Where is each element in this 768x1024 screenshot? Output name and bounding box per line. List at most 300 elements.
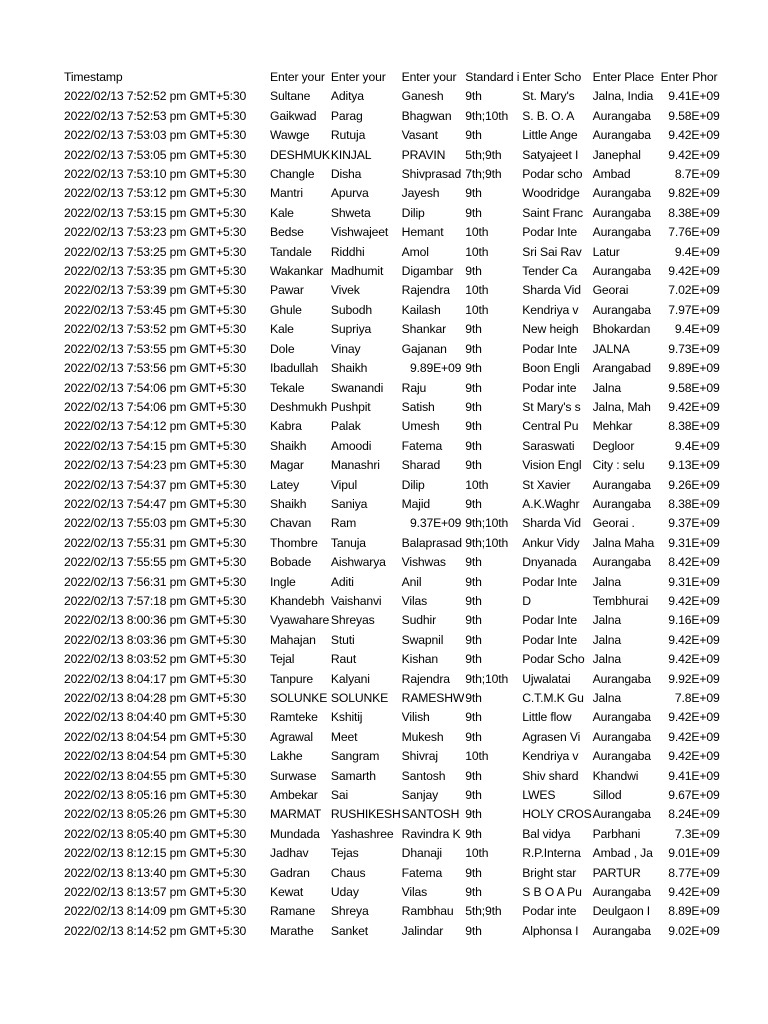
standard-cell[interactable]: 10th — [465, 283, 489, 298]
place-cell[interactable]: Parbhani — [592, 826, 641, 841]
father-name-cell[interactable]: Amol — [401, 244, 429, 259]
first-name-cell[interactable]: Parag — [330, 108, 363, 123]
standard-cell[interactable]: 9th — [465, 264, 482, 279]
place-cell[interactable]: Jalna — [592, 574, 621, 589]
phone-cell[interactable]: 7.97E+09 — [668, 302, 720, 317]
phone-cell[interactable]: 9.31E+09 — [668, 574, 720, 589]
phone-cell[interactable]: 9.42E+09 — [668, 885, 720, 900]
father-name-cell[interactable]: Dilip — [401, 477, 425, 492]
surname-cell[interactable]: Wawge — [270, 128, 310, 143]
standard-cell[interactable]: 9th — [465, 788, 482, 803]
father-name-cell[interactable]: Sanjay — [401, 788, 439, 803]
school-cell[interactable]: Ankur Vidy — [522, 535, 580, 550]
school-cell[interactable]: Saraswati — [522, 438, 575, 453]
timestamp-cell[interactable]: 2022/02/13 7:54:12 pm GMT+5:30 — [64, 419, 247, 434]
standard-cell[interactable]: 10th — [465, 244, 489, 259]
phone-cell[interactable]: 7.3E+09 — [674, 826, 720, 841]
timestamp-cell[interactable]: 2022/02/13 7:52:53 pm GMT+5:30 — [64, 108, 247, 123]
school-cell[interactable]: Kendriya v — [522, 302, 579, 317]
father-name-cell[interactable]: Swapnil — [401, 632, 444, 647]
place-cell[interactable]: Deulgaon I — [592, 904, 651, 919]
school-cell[interactable]: Ujwalatai — [522, 671, 571, 686]
place-cell[interactable]: Aurangaba — [592, 749, 651, 764]
surname-cell[interactable]: Pawar — [270, 283, 304, 298]
school-cell[interactable]: Satyajeet I — [522, 147, 579, 162]
standard-cell[interactable]: 9th — [465, 710, 482, 725]
place-cell[interactable]: Jalna, India — [592, 89, 654, 104]
father-name-cell[interactable]: Dilip — [401, 205, 425, 220]
father-name-cell[interactable]: Rajendra — [401, 283, 450, 298]
standard-cell[interactable]: 9th — [465, 807, 482, 822]
school-cell[interactable]: S. B. O. A — [522, 108, 575, 123]
surname-cell[interactable]: Shaikh — [270, 496, 307, 511]
timestamp-cell[interactable]: 2022/02/13 7:54:06 pm GMT+5:30 — [64, 380, 247, 395]
surname-cell[interactable]: Bobade — [270, 555, 312, 570]
standard-cell[interactable]: 9th — [465, 419, 482, 434]
place-cell[interactable]: City : selu — [592, 458, 645, 473]
standard-cell[interactable]: 9th — [465, 593, 482, 608]
place-cell[interactable]: Arangabad — [592, 361, 651, 376]
header-cell-timestamp[interactable]: Timestamp — [64, 70, 123, 84]
father-name-cell[interactable]: Vasant — [401, 128, 438, 143]
phone-cell[interactable]: 9.26E+09 — [668, 477, 720, 492]
timestamp-cell[interactable]: 2022/02/13 8:12:15 pm GMT+5:30 — [64, 846, 247, 861]
father-name-cell[interactable]: SANTOSH — [401, 807, 460, 822]
place-cell[interactable]: Degloor — [592, 438, 635, 453]
first-name-cell[interactable]: Riddhi — [330, 244, 365, 259]
surname-cell[interactable]: Wakankar — [270, 264, 324, 279]
timestamp-cell[interactable]: 2022/02/13 7:53:25 pm GMT+5:30 — [64, 244, 247, 259]
standard-cell[interactable]: 9th — [465, 205, 482, 220]
phone-cell[interactable]: 9.67E+09 — [668, 788, 720, 803]
standard-cell[interactable]: 9th — [465, 128, 482, 143]
first-name-cell[interactable]: Aditi — [330, 574, 354, 589]
standard-cell[interactable]: 5th;9th — [465, 147, 502, 162]
phone-cell[interactable]: 9.16E+09 — [668, 613, 720, 628]
father-name-cell[interactable]: Santosh — [401, 768, 446, 783]
place-cell[interactable]: Aurangaba — [592, 264, 651, 279]
father-name-cell[interactable]: Majid — [401, 496, 431, 511]
father-name-cell[interactable]: Kishan — [401, 652, 439, 667]
place-cell[interactable]: Aurangaba — [592, 225, 651, 240]
father-name-cell[interactable]: 9.89E+09 — [409, 361, 462, 376]
timestamp-cell[interactable]: 2022/02/13 8:03:52 pm GMT+5:30 — [64, 652, 247, 667]
place-cell[interactable]: Georai . — [592, 516, 635, 531]
school-cell[interactable]: Little flow — [522, 710, 572, 725]
school-cell[interactable]: Podar Inte — [522, 574, 578, 589]
school-cell[interactable]: Bright star — [522, 865, 577, 880]
school-cell[interactable]: Podar Inte — [522, 613, 578, 628]
father-name-cell[interactable]: Ravindra K — [401, 826, 461, 841]
first-name-cell[interactable]: Aishwarya — [330, 555, 386, 570]
place-cell[interactable]: Jalna, Mah — [592, 399, 651, 414]
header-cell-father-name[interactable]: Enter your — [401, 70, 457, 84]
phone-cell[interactable]: 7.76E+09 — [668, 225, 720, 240]
phone-cell[interactable]: 8.77E+09 — [668, 865, 720, 880]
timestamp-cell[interactable]: 2022/02/13 7:53:56 pm GMT+5:30 — [64, 361, 247, 376]
standard-cell[interactable]: 9th — [465, 186, 482, 201]
place-cell[interactable]: Ambad — [592, 167, 631, 182]
place-cell[interactable]: Aurangaba — [592, 807, 651, 822]
standard-cell[interactable]: 9th — [465, 496, 482, 511]
surname-cell[interactable]: Khandebh — [270, 593, 325, 608]
timestamp-cell[interactable]: 2022/02/13 8:04:55 pm GMT+5:30 — [64, 768, 247, 783]
place-cell[interactable]: Aurangaba — [592, 205, 651, 220]
first-name-cell[interactable]: KINJAL — [330, 147, 372, 162]
standard-cell[interactable]: 10th — [465, 749, 489, 764]
father-name-cell[interactable]: Rambhau — [401, 904, 454, 919]
school-cell[interactable]: New heigh — [522, 322, 579, 337]
place-cell[interactable]: Aurangaba — [592, 885, 651, 900]
school-cell[interactable]: Alphonsa I — [522, 923, 579, 938]
father-name-cell[interactable]: Vilas — [401, 885, 428, 900]
standard-cell[interactable]: 9th — [465, 632, 482, 647]
school-cell[interactable]: Central Pu — [522, 419, 579, 434]
timestamp-cell[interactable]: 2022/02/13 7:53:10 pm GMT+5:30 — [64, 167, 247, 182]
phone-cell[interactable]: 9.42E+09 — [668, 399, 720, 414]
first-name-cell[interactable]: Vinay — [330, 341, 361, 356]
phone-cell[interactable]: 8.42E+09 — [668, 555, 720, 570]
standard-cell[interactable]: 10th — [465, 225, 489, 240]
first-name-cell[interactable]: Apurva — [330, 186, 369, 201]
school-cell[interactable]: Podar Inte — [522, 632, 578, 647]
first-name-cell[interactable]: Shreyas — [330, 613, 375, 628]
first-name-cell[interactable]: Amoodi — [330, 438, 372, 453]
standard-cell[interactable]: 9th — [465, 865, 482, 880]
father-name-cell[interactable]: Anil — [401, 574, 422, 589]
standard-cell[interactable]: 10th — [465, 477, 489, 492]
header-cell-surname[interactable]: Enter your — [270, 70, 325, 84]
standard-cell[interactable]: 9th — [465, 826, 482, 841]
phone-cell[interactable]: 7.02E+09 — [668, 283, 720, 298]
surname-cell[interactable]: Gadran — [270, 865, 310, 880]
timestamp-cell[interactable]: 2022/02/13 7:52:52 pm GMT+5:30 — [64, 89, 247, 104]
first-name-cell[interactable]: Disha — [330, 167, 362, 182]
timestamp-cell[interactable]: 2022/02/13 7:55:55 pm GMT+5:30 — [64, 555, 247, 570]
father-name-cell[interactable]: Fatema — [401, 438, 443, 453]
timestamp-cell[interactable]: 2022/02/13 8:04:40 pm GMT+5:30 — [64, 710, 247, 725]
surname-cell[interactable]: Ramane — [270, 904, 316, 919]
timestamp-cell[interactable]: 2022/02/13 7:55:31 pm GMT+5:30 — [64, 535, 247, 550]
header-cell-phone[interactable]: Enter Phor — [660, 70, 718, 84]
father-name-cell[interactable]: Fatema — [401, 865, 443, 880]
standard-cell[interactable]: 9th;10th — [465, 516, 509, 531]
place-cell[interactable]: Jalna Maha — [592, 535, 655, 550]
place-cell[interactable]: Bhokardan — [592, 322, 651, 337]
school-cell[interactable]: Tender Ca — [522, 264, 578, 279]
phone-cell[interactable]: 9.42E+09 — [668, 652, 720, 667]
phone-cell[interactable]: 9.89E+09 — [668, 361, 720, 376]
timestamp-cell[interactable]: 2022/02/13 7:53:15 pm GMT+5:30 — [64, 205, 247, 220]
first-name-cell[interactable]: Madhumit — [330, 264, 384, 279]
timestamp-cell[interactable]: 2022/02/13 8:03:36 pm GMT+5:30 — [64, 632, 247, 647]
first-name-cell[interactable]: Ram — [330, 516, 357, 531]
surname-cell[interactable]: DESHMUK — [270, 147, 330, 162]
father-name-cell[interactable]: Ganesh — [401, 89, 444, 104]
school-cell[interactable]: Podar scho — [522, 167, 583, 182]
standard-cell[interactable]: 9th — [465, 923, 482, 938]
first-name-cell[interactable]: RUSHIKESH — [330, 807, 401, 822]
surname-cell[interactable]: Jadhav — [270, 846, 309, 861]
place-cell[interactable]: Janephal — [592, 147, 641, 162]
standard-cell[interactable]: 9th — [465, 729, 482, 744]
place-cell[interactable]: Sillod — [592, 788, 622, 803]
first-name-cell[interactable]: Swanandi — [330, 380, 384, 395]
school-cell[interactable]: Boon Engli — [522, 361, 580, 376]
timestamp-cell[interactable]: 2022/02/13 8:00:36 pm GMT+5:30 — [64, 613, 247, 628]
place-cell[interactable]: Ambad , Ja — [592, 846, 653, 861]
standard-cell[interactable]: 9th — [465, 574, 482, 589]
surname-cell[interactable]: Chavan — [270, 516, 312, 531]
phone-cell[interactable]: 9.42E+09 — [668, 147, 720, 162]
standard-cell[interactable]: 9th — [465, 341, 482, 356]
standard-cell[interactable]: 9th — [465, 691, 482, 705]
first-name-cell[interactable]: Stuti — [330, 632, 355, 647]
place-cell[interactable]: Latur — [592, 244, 620, 259]
standard-cell[interactable]: 9th — [465, 361, 482, 376]
phone-cell[interactable]: 9.13E+09 — [668, 458, 720, 473]
header-cell-place[interactable]: Enter Place — [592, 70, 654, 84]
surname-cell[interactable]: Ibadullah — [270, 361, 319, 376]
first-name-cell[interactable]: SOLUNKE — [330, 691, 389, 705]
phone-cell[interactable]: 9.42E+09 — [668, 710, 720, 725]
school-cell[interactable]: LWES — [522, 788, 556, 803]
father-name-cell[interactable]: Vilas — [401, 593, 428, 608]
phone-cell[interactable]: 9.41E+09 — [668, 768, 720, 783]
father-name-cell[interactable]: 9.37E+09 — [409, 516, 462, 531]
phone-cell[interactable]: 9.42E+09 — [668, 632, 720, 647]
first-name-cell[interactable]: Rutuja — [330, 128, 366, 143]
standard-cell[interactable]: 9th — [465, 399, 482, 414]
place-cell[interactable]: Mehkar — [592, 419, 633, 434]
standard-cell[interactable]: 9th;10th — [465, 535, 509, 550]
surname-cell[interactable]: Kewat — [270, 885, 304, 900]
timestamp-cell[interactable]: 2022/02/13 8:04:28 pm GMT+5:30 — [64, 691, 247, 705]
place-cell[interactable]: Aurangaba — [592, 302, 651, 317]
phone-cell[interactable]: 9.31E+09 — [668, 535, 720, 550]
place-cell[interactable]: Aurangaba — [592, 671, 651, 686]
surname-cell[interactable]: Ingle — [270, 574, 296, 589]
first-name-cell[interactable]: Tanuja — [330, 535, 366, 550]
father-name-cell[interactable]: Shivraj — [401, 749, 438, 764]
first-name-cell[interactable]: Kalyani — [330, 671, 370, 686]
phone-cell[interactable]: 8.38E+09 — [668, 205, 720, 220]
phone-cell[interactable]: 9.41E+09 — [668, 89, 720, 104]
standard-cell[interactable]: 10th — [465, 846, 489, 861]
school-cell[interactable]: St Xavier — [522, 477, 571, 492]
school-cell[interactable]: Kendriya v — [522, 749, 579, 764]
surname-cell[interactable]: Thombre — [270, 535, 318, 550]
phone-cell[interactable]: 8.24E+09 — [668, 807, 720, 822]
phone-cell[interactable]: 9.73E+09 — [668, 341, 720, 356]
timestamp-cell[interactable]: 2022/02/13 8:04:54 pm GMT+5:30 — [64, 729, 247, 744]
place-cell[interactable]: Aurangaba — [592, 186, 651, 201]
timestamp-cell[interactable]: 2022/02/13 7:53:52 pm GMT+5:30 — [64, 322, 247, 337]
surname-cell[interactable]: Magar — [270, 458, 304, 473]
phone-cell[interactable]: 9.58E+09 — [668, 380, 720, 395]
surname-cell[interactable]: Vyawahare — [270, 613, 330, 628]
place-cell[interactable]: Aurangaba — [592, 477, 651, 492]
father-name-cell[interactable]: Bhagwan — [401, 108, 452, 123]
timestamp-cell[interactable]: 2022/02/13 7:54:47 pm GMT+5:30 — [64, 496, 247, 511]
place-cell[interactable]: PARTUR — [592, 865, 641, 880]
timestamp-cell[interactable]: 2022/02/13 7:53:55 pm GMT+5:30 — [64, 341, 247, 356]
standard-cell[interactable]: 9th;10th — [465, 671, 509, 686]
first-name-cell[interactable]: Manashri — [330, 458, 380, 473]
school-cell[interactable]: D — [522, 593, 531, 608]
surname-cell[interactable]: Kale — [270, 322, 294, 337]
father-name-cell[interactable]: Sudhir — [401, 613, 437, 628]
place-cell[interactable]: Jalna — [592, 380, 621, 395]
father-name-cell[interactable]: Gajanan — [401, 341, 447, 356]
standard-cell[interactable]: 9th — [465, 438, 482, 453]
surname-cell[interactable]: Tandale — [270, 244, 312, 259]
phone-cell[interactable]: 7.8E+09 — [674, 691, 720, 705]
first-name-cell[interactable]: Shreya — [330, 904, 369, 919]
phone-cell[interactable]: 9.02E+09 — [668, 923, 720, 938]
father-name-cell[interactable]: Vilish — [401, 710, 430, 725]
surname-cell[interactable]: Marathe — [270, 923, 314, 938]
father-name-cell[interactable]: Shankar — [401, 322, 447, 337]
timestamp-cell[interactable]: 2022/02/13 8:13:40 pm GMT+5:30 — [64, 865, 247, 880]
standard-cell[interactable]: 9th — [465, 885, 482, 900]
standard-cell[interactable]: 9th — [465, 555, 482, 570]
place-cell[interactable]: Aurangaba — [592, 128, 651, 143]
header-cell-first-name[interactable]: Enter your — [330, 70, 386, 84]
phone-cell[interactable]: 9.92E+09 — [668, 671, 720, 686]
phone-cell[interactable]: 9.42E+09 — [668, 264, 720, 279]
timestamp-cell[interactable]: 2022/02/13 7:54:06 pm GMT+5:30 — [64, 399, 247, 414]
standard-cell[interactable]: 10th — [465, 302, 489, 317]
school-cell[interactable]: Podar Inte — [522, 341, 578, 356]
phone-cell[interactable]: 8.38E+09 — [668, 419, 720, 434]
phone-cell[interactable]: 9.42E+09 — [668, 749, 720, 764]
first-name-cell[interactable]: Pushpit — [330, 399, 371, 414]
timestamp-cell[interactable]: 2022/02/13 7:56:31 pm GMT+5:30 — [64, 574, 247, 589]
phone-cell[interactable]: 9.4E+09 — [674, 322, 720, 337]
school-cell[interactable]: Bal vidya — [522, 826, 571, 841]
first-name-cell[interactable]: Sai — [330, 788, 349, 803]
timestamp-cell[interactable]: 2022/02/13 8:05:16 pm GMT+5:30 — [64, 788, 247, 803]
surname-cell[interactable]: Dole — [270, 341, 295, 356]
timestamp-cell[interactable]: 2022/02/13 7:53:03 pm GMT+5:30 — [64, 128, 247, 143]
first-name-cell[interactable]: Sanket — [330, 923, 368, 938]
surname-cell[interactable]: SOLUNKE — [270, 691, 328, 705]
father-name-cell[interactable]: RAMESHW — [401, 691, 465, 705]
school-cell[interactable]: Shiv shard — [522, 768, 579, 783]
phone-cell[interactable]: 8.89E+09 — [668, 904, 720, 919]
surname-cell[interactable]: Mahajan — [270, 632, 316, 647]
place-cell[interactable]: Jalna — [592, 632, 621, 647]
father-name-cell[interactable]: Satish — [401, 399, 435, 414]
surname-cell[interactable]: Ambekar — [270, 788, 318, 803]
standard-cell[interactable]: 9th — [465, 768, 482, 783]
first-name-cell[interactable]: Chaus — [330, 865, 366, 880]
phone-cell[interactable]: 8.7E+09 — [674, 167, 720, 182]
phone-cell[interactable]: 9.58E+09 — [668, 108, 720, 123]
school-cell[interactable]: Woodridge — [522, 186, 580, 201]
school-cell[interactable]: Podar inte — [522, 380, 577, 395]
first-name-cell[interactable]: Uday — [330, 885, 359, 900]
phone-cell[interactable]: 9.82E+09 — [668, 186, 720, 201]
timestamp-cell[interactable]: 2022/02/13 8:04:17 pm GMT+5:30 — [64, 671, 247, 686]
first-name-cell[interactable]: Subodh — [330, 302, 373, 317]
standard-cell[interactable]: 7th;9th — [465, 167, 502, 182]
first-name-cell[interactable]: Sangram — [330, 749, 380, 764]
father-name-cell[interactable]: Digambar — [401, 264, 454, 279]
place-cell[interactable]: JALNA — [592, 341, 630, 356]
father-name-cell[interactable]: Vishwas — [401, 555, 446, 570]
standard-cell[interactable]: 9th — [465, 322, 482, 337]
father-name-cell[interactable]: Shivprasad — [401, 167, 462, 182]
school-cell[interactable]: Sri Sai Rav — [522, 244, 582, 259]
first-name-cell[interactable]: Shweta — [330, 205, 371, 220]
timestamp-cell[interactable]: 2022/02/13 8:14:52 pm GMT+5:30 — [64, 923, 247, 938]
first-name-cell[interactable]: Meet — [330, 729, 358, 744]
surname-cell[interactable]: Kabra — [270, 419, 302, 434]
first-name-cell[interactable]: Supriya — [330, 322, 372, 337]
surname-cell[interactable]: Deshmukh — [270, 399, 328, 414]
phone-cell[interactable]: 8.38E+09 — [668, 496, 720, 511]
first-name-cell[interactable]: Aditya — [330, 89, 364, 104]
place-cell[interactable]: Aurangaba — [592, 496, 651, 511]
timestamp-cell[interactable]: 2022/02/13 7:53:45 pm GMT+5:30 — [64, 302, 247, 317]
surname-cell[interactable]: Ramteke — [270, 710, 318, 725]
father-name-cell[interactable]: Balaprasad — [401, 535, 462, 550]
standard-cell[interactable]: 5th;9th — [465, 904, 502, 919]
phone-cell[interactable]: 9.4E+09 — [674, 438, 720, 453]
school-cell[interactable]: A.K.Waghr — [522, 496, 580, 511]
place-cell[interactable]: Jalna — [592, 613, 621, 628]
surname-cell[interactable]: Kale — [270, 205, 294, 220]
timestamp-cell[interactable]: 2022/02/13 7:54:15 pm GMT+5:30 — [64, 438, 247, 453]
standard-cell[interactable]: 9th — [465, 613, 482, 628]
timestamp-cell[interactable]: 2022/02/13 7:55:03 pm GMT+5:30 — [64, 516, 247, 531]
timestamp-cell[interactable]: 2022/02/13 7:53:23 pm GMT+5:30 — [64, 225, 247, 240]
first-name-cell[interactable]: Saniya — [330, 496, 368, 511]
phone-cell[interactable]: 9.01E+09 — [668, 846, 720, 861]
header-cell-standard[interactable]: Standard i — [465, 70, 520, 84]
surname-cell[interactable]: Tanpure — [270, 671, 313, 686]
timestamp-cell[interactable]: 2022/02/13 7:54:37 pm GMT+5:30 — [64, 477, 247, 492]
father-name-cell[interactable]: Sharad — [401, 458, 441, 473]
place-cell[interactable]: Jalna — [592, 652, 621, 667]
timestamp-cell[interactable]: 2022/02/13 8:05:26 pm GMT+5:30 — [64, 807, 247, 822]
place-cell[interactable]: Khandwi — [592, 768, 639, 783]
school-cell[interactable]: Little Ange — [522, 128, 578, 143]
timestamp-cell[interactable]: 2022/02/13 7:53:39 pm GMT+5:30 — [64, 283, 247, 298]
school-cell[interactable]: Saint Franc — [522, 205, 583, 220]
first-name-cell[interactable]: Raut — [330, 652, 357, 667]
school-cell[interactable]: Agrasen Vi — [522, 729, 581, 744]
timestamp-cell[interactable]: 2022/02/13 7:53:35 pm GMT+5:30 — [64, 264, 247, 279]
timestamp-cell[interactable]: 2022/02/13 7:54:23 pm GMT+5:30 — [64, 458, 247, 473]
place-cell[interactable]: Jalna — [592, 691, 621, 705]
surname-cell[interactable]: MARMAT — [270, 807, 322, 822]
father-name-cell[interactable]: Jayesh — [401, 186, 440, 201]
surname-cell[interactable]: Mundada — [270, 826, 320, 841]
surname-cell[interactable]: Bedse — [270, 225, 304, 240]
surname-cell[interactable]: Mantri — [270, 186, 303, 201]
place-cell[interactable]: Georai — [592, 283, 629, 298]
timestamp-cell[interactable]: 2022/02/13 7:53:12 pm GMT+5:30 — [64, 186, 247, 201]
standard-cell[interactable]: 9th — [465, 380, 482, 395]
school-cell[interactable]: St Mary's s — [522, 399, 581, 414]
surname-cell[interactable]: Surwase — [270, 768, 317, 783]
first-name-cell[interactable]: Vivek — [330, 283, 360, 298]
timestamp-cell[interactable]: 2022/02/13 7:53:05 pm GMT+5:30 — [64, 147, 247, 162]
phone-cell[interactable]: 9.4E+09 — [674, 244, 720, 259]
